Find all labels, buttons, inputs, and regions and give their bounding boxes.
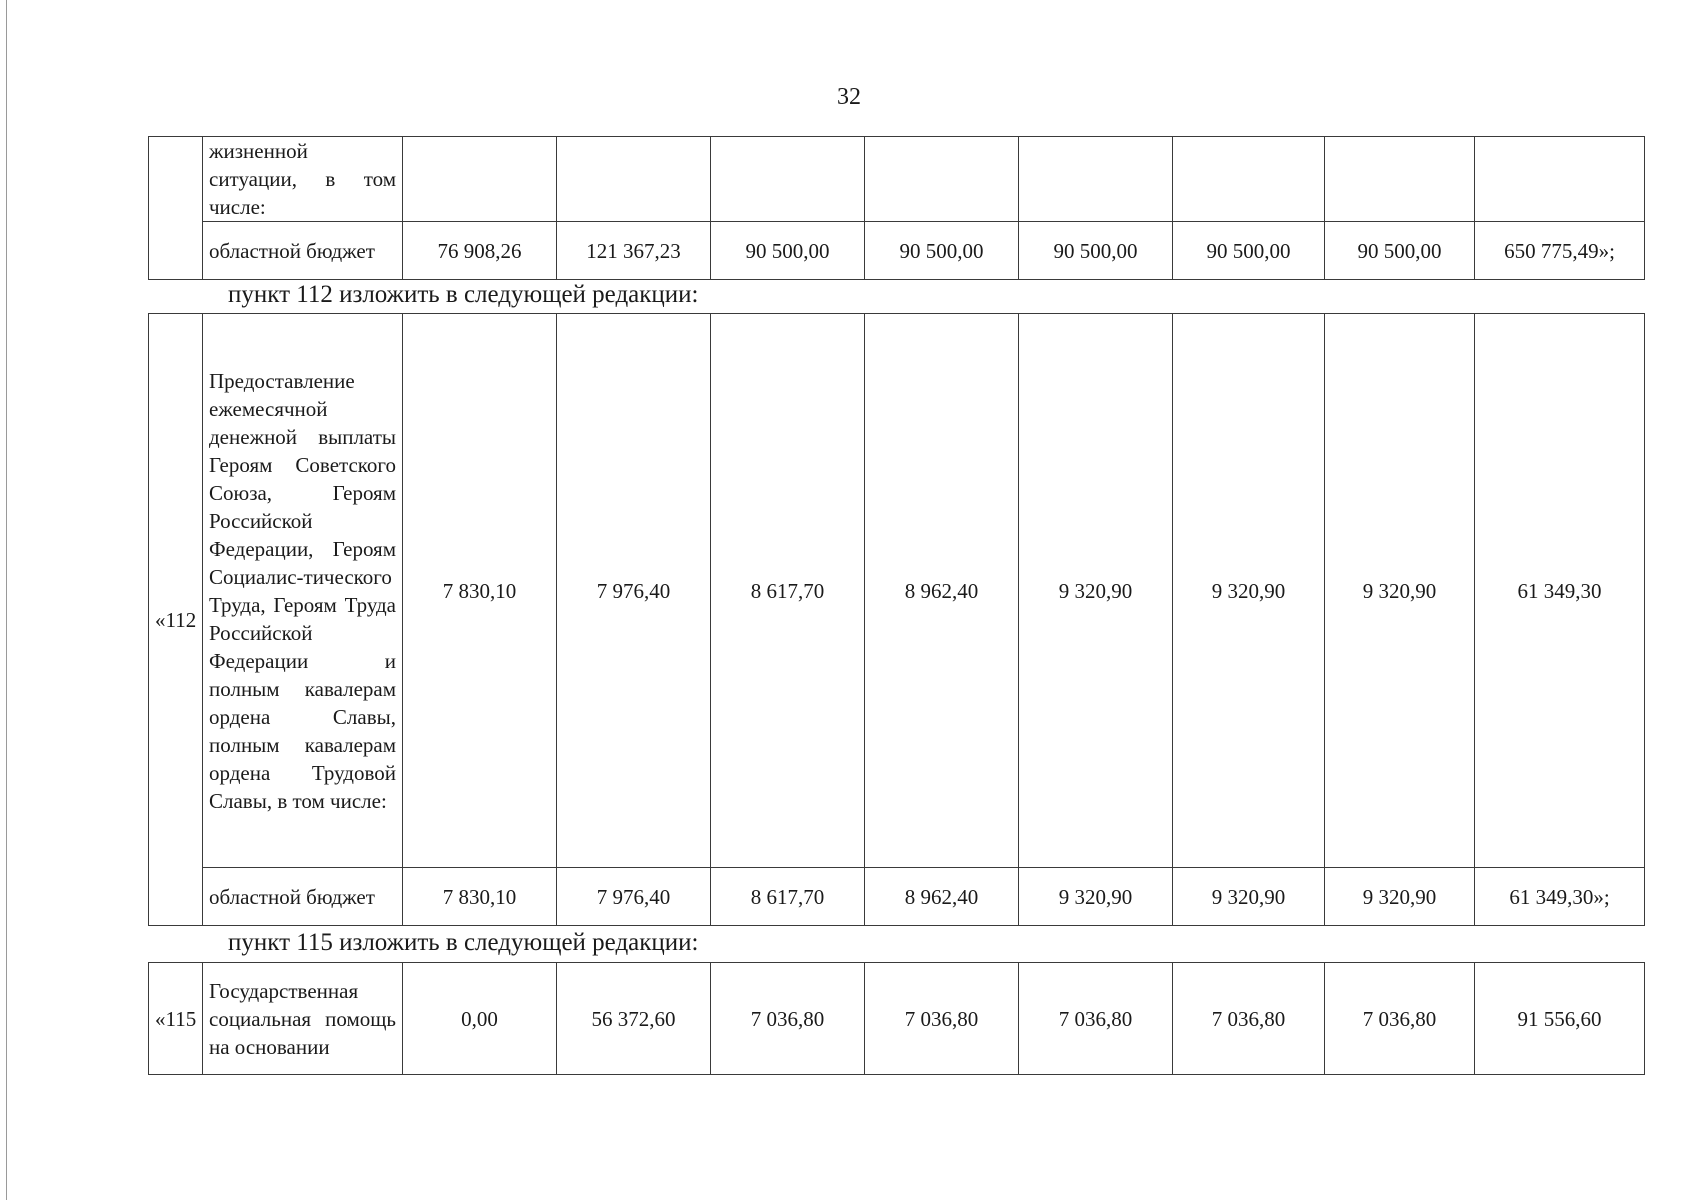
value-cell bbox=[557, 137, 711, 222]
value-cell: 9 320,90 bbox=[1173, 314, 1325, 868]
table-item-112 bbox=[148, 313, 1645, 926]
value-cell: 9 320,90 bbox=[1173, 868, 1325, 926]
value-cell: 91 556,60 bbox=[1475, 963, 1645, 1075]
value-cell: 56 372,60 bbox=[557, 963, 711, 1075]
table-row bbox=[149, 137, 1645, 222]
item-index: «112 bbox=[149, 314, 203, 926]
table-row bbox=[149, 963, 1645, 1075]
table-continuation bbox=[148, 136, 1645, 280]
table-row bbox=[149, 868, 1645, 926]
value-cell: 9 320,90 bbox=[1019, 314, 1173, 868]
value-cell bbox=[1475, 137, 1645, 222]
value-cell: 61 349,30 bbox=[1475, 314, 1645, 868]
section-heading-115: пункт 115 изложить в следующей редакции: bbox=[228, 929, 699, 956]
value-cell: 7 036,80 bbox=[1019, 963, 1173, 1075]
row-label: областной бюджет bbox=[203, 222, 403, 280]
value-cell: 90 500,00 bbox=[865, 222, 1019, 280]
value-cell: 7 036,80 bbox=[865, 963, 1019, 1075]
item-index: «115 bbox=[149, 963, 203, 1075]
row-label: областной бюджет bbox=[203, 868, 403, 926]
value-cell: 650 775,49»; bbox=[1475, 222, 1645, 280]
value-cell: 7 976,40 bbox=[557, 314, 711, 868]
value-cell: 90 500,00 bbox=[1325, 222, 1475, 280]
value-cell bbox=[865, 137, 1019, 222]
value-cell: 9 320,90 bbox=[1325, 314, 1475, 868]
value-cell: 7 036,80 bbox=[711, 963, 865, 1075]
value-cell: 7 036,80 bbox=[1325, 963, 1475, 1075]
value-cell: 9 320,90 bbox=[1019, 868, 1173, 926]
value-cell: 90 500,00 bbox=[711, 222, 865, 280]
value-cell: 76 908,26 bbox=[403, 222, 557, 280]
value-cell bbox=[1019, 137, 1173, 222]
table-row bbox=[149, 314, 1645, 868]
value-cell: 8 962,40 bbox=[865, 314, 1019, 868]
table-item-115 bbox=[148, 962, 1645, 1075]
row-label: Предоставление ежемесячной денежной выплаты Героям Советского Союза, Героям Российской Федерации, Героям Социалис-тического Труда, Героям Труда Российской Федерации и полным кавалерам ордена Славы, полным кавалерам ордена Трудовой Славы, в том числе: bbox=[203, 314, 403, 868]
page-number: 32 bbox=[837, 84, 861, 110]
value-cell: 7 036,80 bbox=[1173, 963, 1325, 1075]
row-label: Государственная социальная помощь на основании bbox=[203, 963, 403, 1075]
value-cell: 121 367,23 bbox=[557, 222, 711, 280]
value-cell: 9 320,90 bbox=[1325, 868, 1475, 926]
index-cell bbox=[149, 137, 203, 280]
value-cell bbox=[1173, 137, 1325, 222]
value-cell: 7 830,10 bbox=[403, 868, 557, 926]
scan-edge-line bbox=[6, 0, 7, 1200]
value-cell: 7 830,10 bbox=[403, 314, 557, 868]
section-heading-112: пункт 112 изложить в следующей редакции: bbox=[228, 281, 699, 308]
value-cell bbox=[403, 137, 557, 222]
value-cell: 90 500,00 bbox=[1173, 222, 1325, 280]
row-label: жизненной ситуации, в том числе: bbox=[203, 137, 403, 222]
value-cell bbox=[1325, 137, 1475, 222]
value-cell bbox=[711, 137, 865, 222]
value-cell: 61 349,30»; bbox=[1475, 868, 1645, 926]
value-cell: 8 962,40 bbox=[865, 868, 1019, 926]
value-cell: 90 500,00 bbox=[1019, 222, 1173, 280]
table-row bbox=[149, 222, 1645, 280]
value-cell: 0,00 bbox=[403, 963, 557, 1075]
value-cell: 8 617,70 bbox=[711, 868, 865, 926]
value-cell: 7 976,40 bbox=[557, 868, 711, 926]
value-cell: 8 617,70 bbox=[711, 314, 865, 868]
